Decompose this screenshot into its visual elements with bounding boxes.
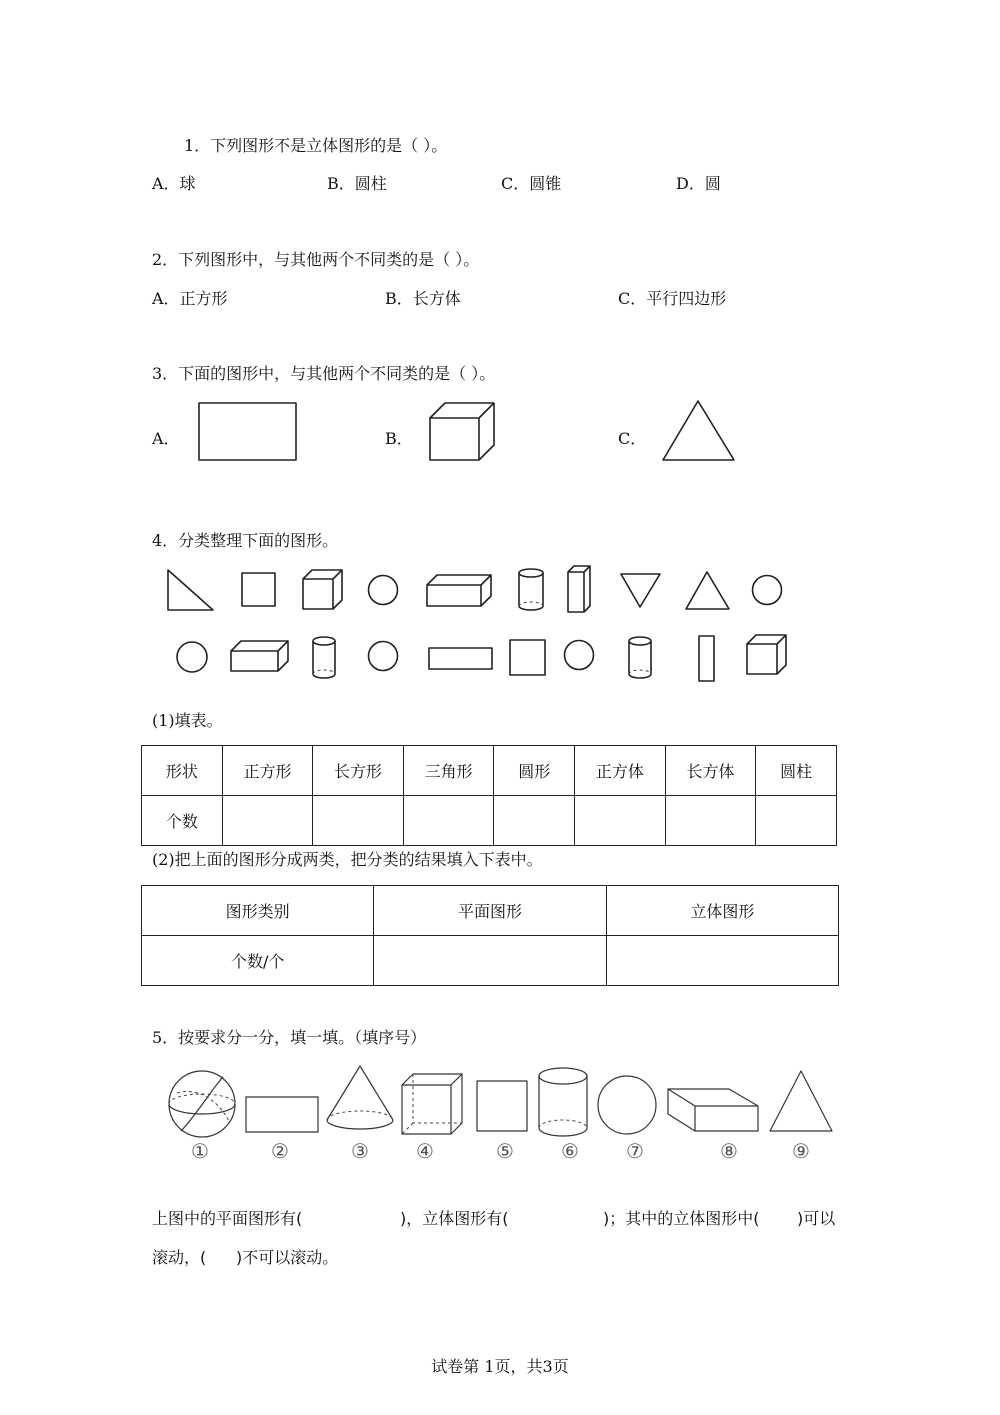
q5-sentence-part: 上图中的平面图形有(: [152, 1209, 303, 1228]
answer-cell[interactable]: [665, 796, 756, 846]
figure-label: ③: [351, 1139, 369, 1163]
q5-sentence-part: )不可以滚动。: [236, 1248, 339, 1267]
cuboid-icon: [429, 402, 497, 462]
cone-icon: [325, 1064, 397, 1136]
figure-label: ④: [416, 1139, 434, 1163]
cuboid-icon: [230, 640, 290, 674]
figure-label: ⑥: [561, 1139, 579, 1163]
answer-cell[interactable]: [222, 796, 313, 846]
circle-icon: [597, 1075, 659, 1137]
cylinder-icon: [310, 636, 338, 680]
q2-option-a: A．正方形: [152, 289, 228, 308]
table1-header: 圆形: [494, 746, 575, 796]
cylinder-icon: [516, 568, 546, 612]
figure-label: ⑧: [720, 1139, 738, 1163]
table1-header: 圆柱: [756, 746, 837, 796]
q3-option-c: C．: [618, 429, 647, 448]
q1-option-a: A．球: [152, 174, 196, 193]
table1-header: 形状: [142, 746, 223, 796]
q1-option-d: D．圆: [676, 174, 721, 193]
table2-header: 立体图形: [606, 886, 838, 936]
q5-sentence-part: 滚动，(: [152, 1248, 207, 1267]
q5-sentence-part: )可以: [797, 1209, 836, 1228]
answer-cell[interactable]: [313, 796, 404, 846]
sphere-icon: [167, 1069, 239, 1141]
cube-icon: [746, 634, 788, 676]
table1-header: 三角形: [403, 746, 494, 796]
triangle-icon: [769, 1070, 835, 1134]
circle-icon: [367, 640, 399, 672]
q1-option-c: C．圆锥: [501, 174, 562, 193]
cylinder-icon: [537, 1066, 591, 1140]
circle-icon: [563, 639, 595, 671]
q5-sentence-part: )；其中的立体图形中(: [603, 1209, 760, 1228]
q1-option-b: B．圆柱: [327, 174, 387, 193]
inverted-triangle-icon: [620, 573, 662, 609]
answer-cell[interactable]: [575, 796, 666, 846]
circle-icon: [367, 574, 399, 606]
rectangle-icon: [198, 402, 298, 462]
table2-header: 平面图形: [374, 886, 606, 936]
q3-option-a: A．: [152, 429, 180, 448]
table1-header: 正方体: [575, 746, 666, 796]
table1-header: 长方形: [313, 746, 404, 796]
category-table: [141, 885, 839, 986]
q2-option-c: C．平行四边形: [618, 289, 727, 308]
circle-icon: [751, 574, 783, 606]
shape-count-table: [141, 745, 837, 846]
answer-cell[interactable]: [756, 796, 837, 846]
answer-cell[interactable]: [606, 936, 838, 986]
q1-stem: 1．下列图形不是立体图形的是（ ）。: [184, 136, 448, 155]
q2-option-b: B．长方体: [385, 289, 461, 308]
q4-part2-label: (2)把上面的图形分成两类，把分类的结果填入下表中。: [152, 850, 543, 869]
circle-icon: [175, 640, 209, 674]
cuboid-icon: [667, 1088, 761, 1134]
figure-label: ⑤: [496, 1139, 514, 1163]
q3-stem: 3．下面的图形中，与其他两个不同类的是（ ）。: [152, 364, 496, 383]
cylinder-icon: [626, 636, 654, 680]
right-triangle-icon: [166, 569, 216, 613]
cube-icon: [401, 1073, 465, 1137]
table2-row-label: 个数/个: [142, 936, 374, 986]
figure-label: ⑦: [626, 1139, 644, 1163]
q5-sentence-part: )，立体图形有(: [400, 1209, 509, 1228]
tall-cuboid-icon: [567, 565, 593, 615]
q3-option-b: B．: [385, 429, 413, 448]
table1-row-label: 个数: [142, 796, 223, 846]
figure-label: ①: [191, 1139, 209, 1163]
page-footer: 试卷第 1页，共3页: [431, 1357, 569, 1376]
tall-rectangle-icon: [698, 635, 716, 683]
triangle-icon: [685, 571, 731, 611]
answer-cell[interactable]: [374, 936, 606, 986]
figure-label: ②: [271, 1139, 289, 1163]
q2-stem: 2．下列图形中，与其他两个不同类的是（ ）。: [152, 250, 480, 269]
cuboid-icon: [426, 574, 494, 608]
table1-header: 长方体: [665, 746, 756, 796]
answer-cell[interactable]: [494, 796, 575, 846]
rectangle-icon: [428, 647, 494, 671]
triangle-icon: [662, 400, 736, 462]
rectangle-icon: [245, 1096, 321, 1134]
q5-stem: 5．按要求分一分，填一填。（填序号）: [152, 1028, 427, 1047]
square-icon: [476, 1080, 530, 1134]
cube-icon: [302, 569, 344, 611]
q4-part1-label: (1)填表。: [152, 711, 223, 730]
square-icon: [241, 572, 277, 608]
answer-cell[interactable]: [403, 796, 494, 846]
figure-label: ⑨: [792, 1139, 810, 1163]
table1-header: 正方形: [222, 746, 313, 796]
table2-header: 图形类别: [142, 886, 374, 936]
q4-stem: 4．分类整理下面的图形。: [152, 531, 339, 550]
square-icon: [509, 639, 547, 677]
